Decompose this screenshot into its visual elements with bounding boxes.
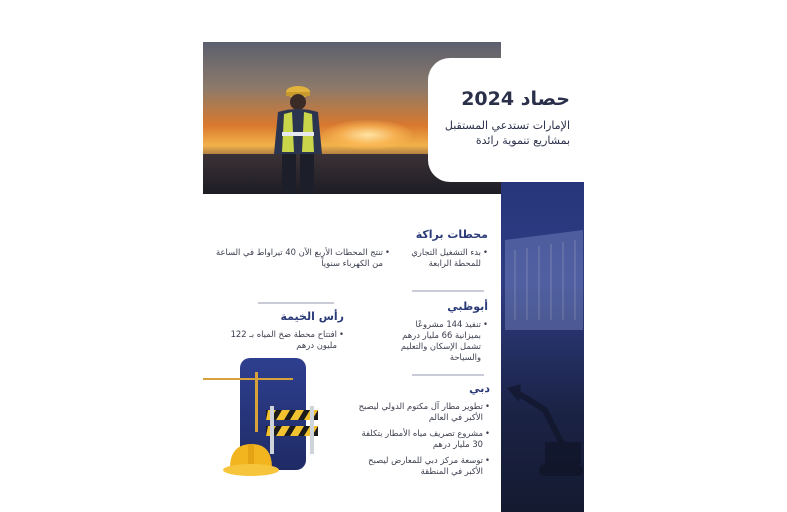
subtitle-line-1: الإمارات تستدعي المستقبل <box>444 119 570 132</box>
divider <box>412 290 484 292</box>
sunset-glow <box>323 120 413 150</box>
list-item: • توسعة مركز دبي للمعارض ليصبح الأكبر في المنطقة <box>350 455 490 477</box>
divider <box>258 302 334 304</box>
list-item: • تطوير مطار آل مكتوم الدولي ليصبح الأكبر في العالم <box>350 401 490 423</box>
worker-figure <box>268 82 328 194</box>
section-baraka-side <box>212 242 390 269</box>
section-rak <box>218 310 344 351</box>
crane-arm <box>203 378 293 380</box>
list-item: • تنفيذ 144 مشروعًا بميزانية 66 مليار درهم تشمل الإسكان والتعليم والسياحة <box>392 319 488 363</box>
section-dubai <box>350 382 490 477</box>
list-item: • تنتج المحطات الأربع الآن 40 تيراواط في الساعة من الكهرباء سنوياً <box>212 247 390 269</box>
section-heading-rak: رأس الخيمة <box>280 310 344 323</box>
side-band-top-white <box>501 0 584 58</box>
crane-mast <box>255 372 258 432</box>
list-item: • بدء التشغيل التجاري للمحطة الرابعة <box>392 247 488 269</box>
section-heading-baraka: محطات براكة <box>415 228 488 241</box>
section-heading-abudhabi: أبوظبي <box>447 300 488 313</box>
page-subtitle <box>436 118 570 148</box>
excavator-illustration <box>505 380 583 490</box>
section-heading-dubai: دبي <box>469 382 490 395</box>
section-abudhabi <box>392 300 488 363</box>
subtitle-line-2: بمشاريع تنموية رائدة <box>475 134 570 147</box>
list-item: • مشروع تصريف مياه الأمطار بتكلفة 30 مليار درهم <box>350 428 490 450</box>
title-card <box>428 58 584 182</box>
section-baraka <box>392 228 488 269</box>
list-item: • افتتاح محطة ضخ المياه بـ 122 مليون درهم <box>218 329 344 351</box>
page-title: حصاد 2024 <box>461 88 570 110</box>
hard-hat-icon <box>222 438 280 478</box>
dam-illustration <box>505 200 583 330</box>
divider <box>412 374 484 376</box>
